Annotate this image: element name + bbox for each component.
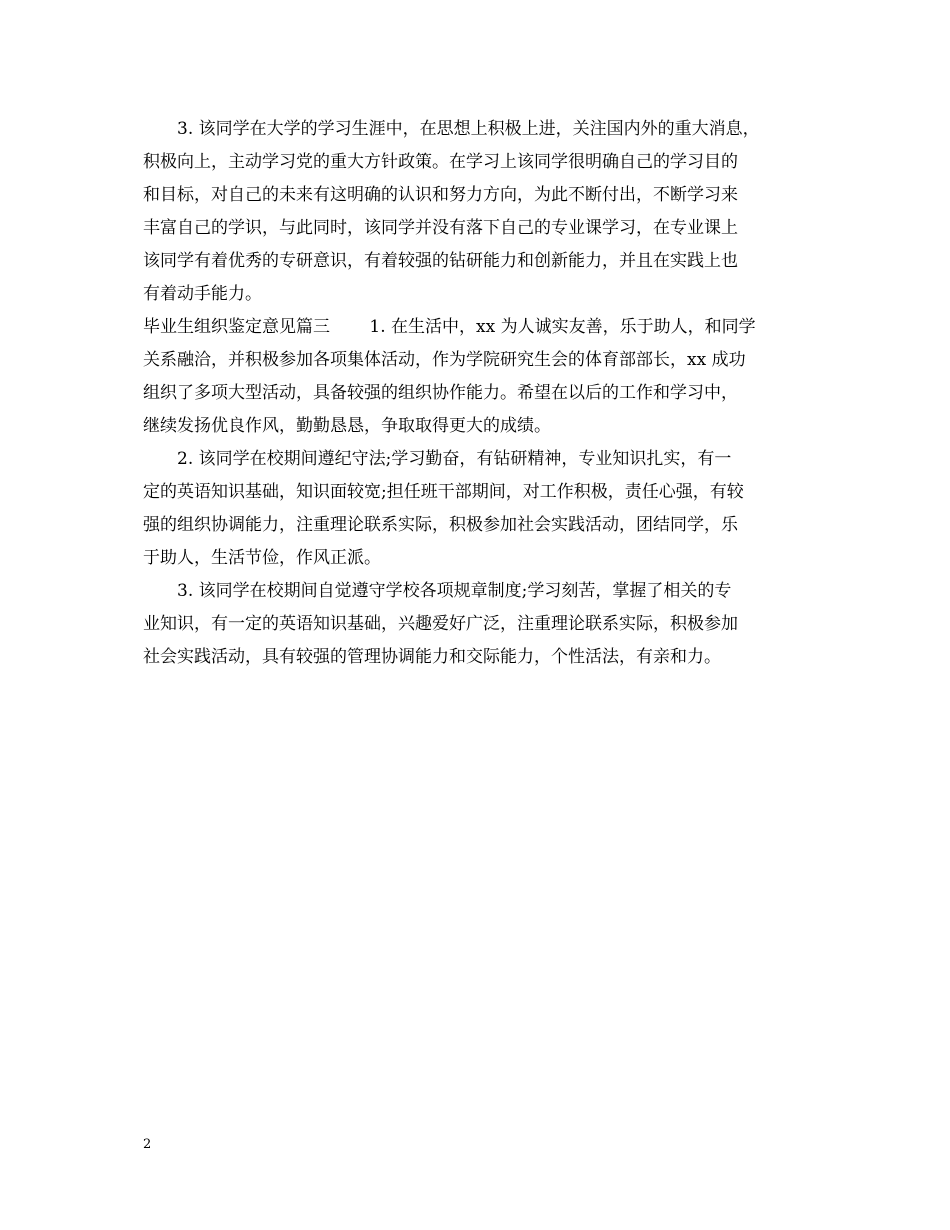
paragraph-line: 于助人，生活节俭，作风正派。 xyxy=(143,548,381,568)
page-number: 2 xyxy=(143,1137,152,1152)
paragraph-line: 组织了多项大型活动，具备较强的组织协作能力。希望在以后的工作和学习中， xyxy=(143,383,738,403)
paragraph-line: 关系融洽，并积极参加各项集体活动，作为学院研究生会的体育部部长，xx 成功 xyxy=(143,350,746,370)
paragraph-line: 强的组织协调能力，注重理论联系实际，积极参加社会实践活动，团结同学，乐 xyxy=(143,515,738,535)
paragraph-line: 该同学有着优秀的专研意识，有着较强的钻研能力和创新能力，并且在实践上也 xyxy=(143,251,738,271)
paragraph-line: 毕业生组织鉴定意见篇三 1. 在生活中，xx 为人诚实友善，乐于助人，和同学 xyxy=(143,317,756,337)
document-body xyxy=(143,113,829,674)
paragraph-4 xyxy=(143,575,829,674)
paragraph-line: 社会实践活动，具有较强的管理协调能力和交际能力，个性活法，有亲和力。 xyxy=(143,647,721,667)
paragraph-line: 3. 该同学在校期间自觉遵守学校各项规章制度;学习刻苦，掌握了相关的专 xyxy=(177,581,732,601)
paragraph-line: 和目标，对自己的未来有这明确的认识和努力方向，为此不断付出，不断学习来 xyxy=(143,185,738,205)
paragraph-line: 丰富自己的学识，与此同时，该同学并没有落下自己的专业课学习，在专业课上 xyxy=(143,218,738,238)
paragraph-line: 积极向上，主动学习党的重大方针政策。在学习上该同学很明确自己的学习目的 xyxy=(143,152,738,172)
paragraph-line: 继续发扬优良作风，勤勤恳恳，争取取得更大的成绩。 xyxy=(143,416,551,436)
paragraph-line: 有着动手能力。 xyxy=(143,284,262,304)
paragraph-2 xyxy=(143,311,829,443)
paragraph-3 xyxy=(143,443,829,575)
paragraph-line: 定的英语知识基础，知识面较宽;担任班干部期间，对工作积极，责任心强，有较 xyxy=(143,482,744,502)
paragraph-line: 3. 该同学在大学的学习生涯中，在思想上积极上进，关注国内外的重大消息， xyxy=(177,119,760,139)
paragraph-1 xyxy=(143,113,829,311)
paragraph-line: 2. 该同学在校期间遵纪守法;学习勤奋，有钻研精神，专业知识扎实，有一 xyxy=(177,449,732,469)
paragraph-line: 业知识，有一定的英语知识基础，兴趣爱好广泛，注重理论联系实际，积极参加 xyxy=(143,614,738,634)
